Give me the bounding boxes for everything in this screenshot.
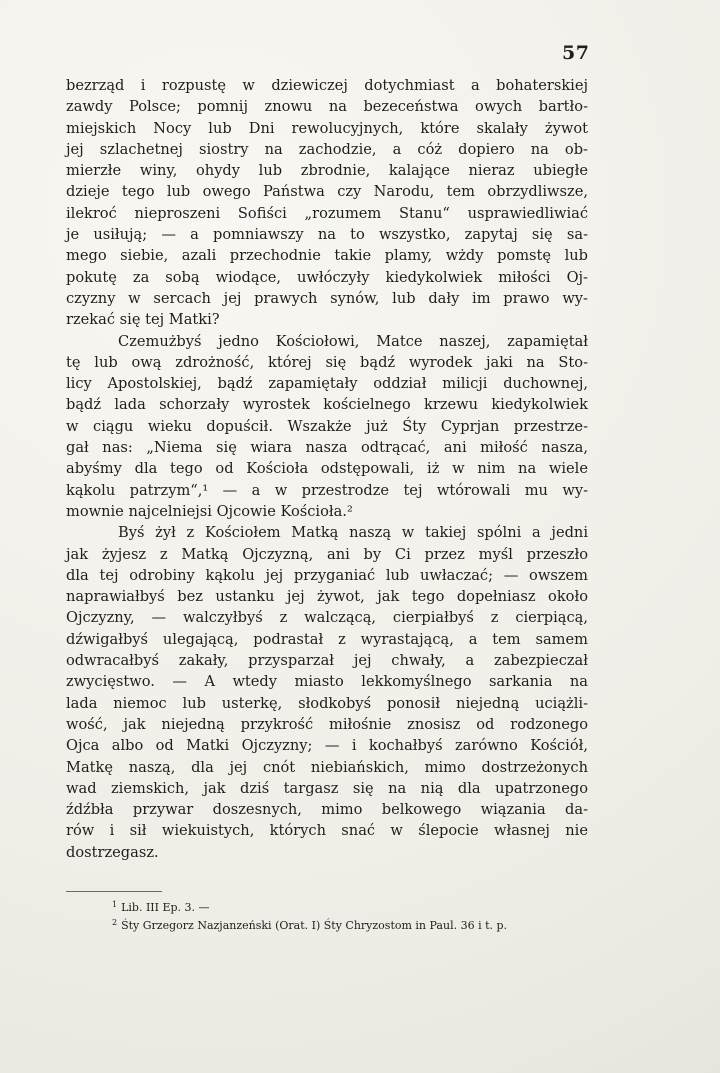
text-line: Ojca albo od Matki Ojczyzny; — i kochałbyś zarówno Kościół, xyxy=(66,737,588,755)
footnote-mark: 2 xyxy=(112,918,118,927)
text-line: wość, jak niejedną przykrość miłośnie znosisz od rodzonego xyxy=(66,715,588,733)
text-line: jej szlachetnej siostry na zachodzie, a cóż dopiero na ob- xyxy=(66,140,588,158)
text-line: kąkolu patrzym“,¹ — a w przestrodze tej wtórowali mu wy- xyxy=(66,481,588,499)
body-text xyxy=(66,75,588,863)
text-line: je usiłują; — a pomniawszy na to wszystko, zapytaj się sa- xyxy=(66,226,588,244)
footnote-text: Śty Grzegorz Nazjanzeński (Orat. I) Śty Chryzostom in Paul. 36 i t. p. xyxy=(121,919,508,932)
text-line: tę lub ową zdrożność, której się bądź wyrodek jaki na Sto- xyxy=(66,353,588,371)
text-line: licy Apostolskiej, bądź zapamiętały oddział milicji duchownej, xyxy=(66,375,588,393)
footnote-mark: 1 xyxy=(112,900,118,909)
text-line: mownie najcelniejsi Ojcowie Kościoła.² xyxy=(66,502,353,520)
text-line: źdźbła przywar doszesnych, mimo belkowego wiązania da- xyxy=(66,801,588,819)
text-line: mego siebie, azali przechodnie takie plamy, wżdy pomstę lub xyxy=(66,247,588,265)
text-line: odwracałbyś zakały, przysparzał jej chwały, a zabezpieczał xyxy=(66,652,588,670)
text-line: dźwigałbyś ulegającą, podrastał z wyrastającą, a tem samem xyxy=(66,630,588,648)
text-line: zwycięstwo. — A wtedy miasto lekkomyślnego sarkania na xyxy=(66,673,588,691)
text-line: abyśmy dla tego od Kościoła odstępowali, iż w nim na wiele xyxy=(66,460,588,478)
paragraph-3 xyxy=(66,522,588,863)
text-line: zawdy Polsce; pomnij znowu na bezeceństwa owych bartło- xyxy=(66,98,588,116)
text-line: wad ziemskich, jak dziś targasz się na nią dla upatrzonego xyxy=(66,779,588,797)
text-line: bezrząd i rozpustę w dziewiczej dotychmiast a bohaterskiej xyxy=(66,77,588,94)
text-line: pokutę za sobą wiodące, uwłóczyły kiedykolwiek miłości Oj- xyxy=(66,268,588,286)
text-line: naprawiałbyś bez ustanku jej żywot, jak tego dopełniasz około xyxy=(66,588,588,606)
text-line: czyzny w sercach jej prawych synów, lub dały im prawo wy- xyxy=(66,289,588,307)
paragraph-2 xyxy=(66,331,588,523)
text-line: bądź lada schorzały wyrostek kościelnego krzewu kiedykolwiek xyxy=(66,396,588,414)
text-line: mierzłe winy, ohydy lub zbrodnie, kalające nieraz ubiegłe xyxy=(66,162,588,180)
text-line: miejskich Nocy lub Dni rewolucyjnych, które skalały żywot xyxy=(66,119,588,137)
text-line: rzekać się tej Matki? xyxy=(66,311,220,329)
text-line: dla tej odrobiny kąkolu jej przyganiać lub uwłaczać; — owszem xyxy=(66,566,588,584)
text-line: Ojczyzny, — walczyłbyś z walczącą, cierpiałbyś z cierpiącą, xyxy=(66,609,588,627)
text-line: Matkę naszą, dla jej cnót niebiańskich, mimo dostrzeżonych xyxy=(66,758,588,776)
footnote-2 xyxy=(112,914,592,932)
text-line: ilekroć nieproszeni Sofiści „rozumem Stanu“ usprawiedliwiać xyxy=(66,204,588,222)
text-line: dostrzegasz. xyxy=(66,843,159,861)
footnote-divider xyxy=(66,891,162,892)
footnotes xyxy=(112,896,592,932)
text-line: Byś żył z Kościołem Matką naszą w takiej spólni a jedni xyxy=(118,524,588,542)
paragraph-1 xyxy=(66,75,588,331)
text-line: rów i sił wiekuistych, których snać w ślepocie własnej nie xyxy=(66,822,588,840)
text-line: dzieje tego lub owego Państwa czy Narodu, tem obrzydliwsze, xyxy=(66,183,588,201)
text-line: lada niemoc lub usterkę, słodkobyś ponosił niejedną uciążli- xyxy=(66,694,588,712)
footnote-1 xyxy=(112,896,592,914)
text-line: gał nas: „Niema się wiara nasza odtrącać, ani miłość nasza, xyxy=(66,439,588,457)
footnote-text: Lib. III Ep. 3. — xyxy=(121,901,210,914)
text-line: jak żyjesz z Matką Ojczyzną, ani by Ci przez myśl przeszło xyxy=(66,545,588,563)
page-number: 57 xyxy=(562,42,590,64)
text-line: w ciągu wieku dopuścił. Wszakże już Śty Cyprjan przestrze- xyxy=(66,417,588,435)
text-line: Czemużbyś jedno Kościołowi, Matce naszej, zapamiętał xyxy=(118,332,588,350)
